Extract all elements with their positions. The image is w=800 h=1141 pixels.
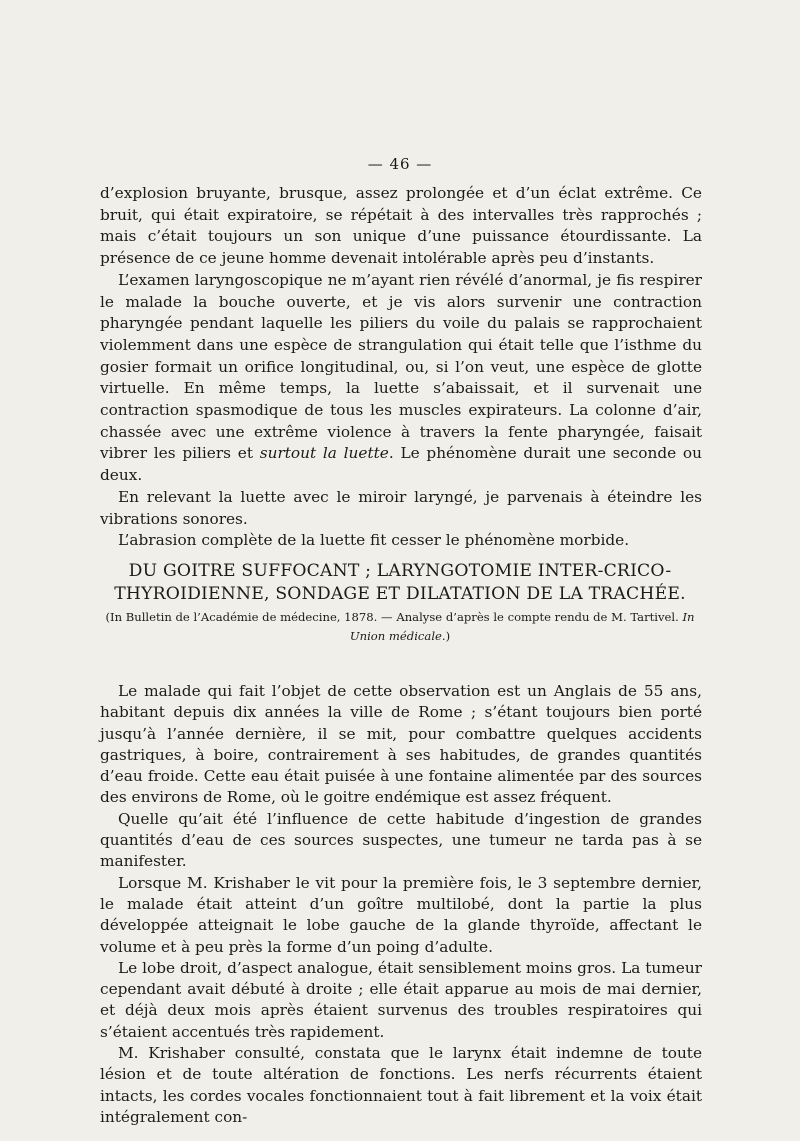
reference-text: (In Bulletin de l’Académie de médecine, 1878. — Analyse d’après le compte rendu de M. Tartivel. — [105, 610, 683, 624]
paragraph-2 — [100, 270, 702, 487]
paragraph-6: Quelle qu’ait été l’influence de cette habitude d’ingestion de grandes quantités d’eau de ces sources suspectes, une tumeur ne tarda pas à se manifester. — [100, 809, 702, 871]
paragraph-9: M. Krishaber consulté, constata que le larynx était indemne de toute lésion et de toute altération de fonctions. Les nerfs récurrents étaient intacts, les cordes vocales fonctionnaient tout à fait librement et la voix était intégralement con- — [100, 1044, 702, 1126]
page-number: — 46 — — [367, 155, 433, 173]
body-text-top — [100, 183, 702, 552]
reference-close: ) — [445, 629, 451, 643]
paragraph-5: Le malade qui fait l’objet de cette observation est un Anglais de 55 ans, habitant depuis dix années la ville de Rome ; s’étant toujours bien porté jusqu’à l’année dernière, il se mit, pour combattre quelques accidents gastriques, à boire, contrairement à ses habitudes, de grandes quantités d’eau froide. Cette eau était puisée à une fontaine alimentée par des sources des environs de Rome, où le goitre endémique est assez fréquent. — [100, 682, 702, 807]
paragraph-7: Lorsque M. Krishaber le vit pour la première fois, le 3 septembre dernier, le malade était atteint d’un goître multilobé, dont la partie la plus développée atteignait le lobe gauche de la glande thyroïde, affectant le volume et à peu près la forme d’un poing d’adulte. — [100, 873, 702, 956]
section-header — [96, 560, 704, 646]
paragraph-2-text: L’examen laryngoscopique ne m’ayant rien révélé d’anormal, je fis respirer le malade la bouche ouverte, et je vis alors survenir une contraction pharyngée pendant laquelle les piliers du voile du palais se rapprochaient violemment dans une espèce de strangulation qui était telle que l’isthme du gosier formait un orifice longitudinal, ou, si l’on veut, une espèce de glotte virtuelle. En même temps, la luette s’abaissait, et il survenait une contraction spasmodique de tous les muscles expirateurs. La colonne d’air, chassée avec une extrême violence à travers la fente pharyngée, faisait vibrer les piliers et — [100, 270, 702, 463]
paragraph-2-italic: surtout la luette — [259, 444, 389, 463]
paragraph-8: Le lobe droit, d’aspect analogue, était sensiblement moins gros. La tumeur cependant avait débuté à droite ; elle était apparue au mois de mai dernier, et déjà deux mois après étaient survenus des troubles respiratoires qui s’étaient accentués très rapidement. — [100, 958, 702, 1041]
section-reference — [96, 608, 704, 646]
paragraph-2-end: . Le phénomène durait une seconde ou deux. — [100, 444, 702, 485]
paragraph-1: d’explosion bruyante, brusque, assez prolongée et d’un éclat extrême. Ce bruit, qui était expiratoire, se répétait à des intervalles très rapprochés ; mais c’était toujours un son unique d’une puissance étourdissante. La présence de ce jeune homme devenait intolérable après peu d’instants. — [100, 184, 702, 268]
reference-italic: In Union médicale. — [349, 610, 695, 643]
paragraph-4: L’abrasion complète de la luette fit cesser le phénomène morbide. — [118, 531, 630, 550]
paragraph-3: En relevant la luette avec le miroir laryngé, je parvenais à éteindre les vibrations sonores. — [100, 487, 702, 528]
body-text-bottom — [100, 681, 702, 1128]
section-title: DU GOITRE SUFFOCANT ; LARYNGOTOMIE INTER-CRICO-THYROIDIENNE, SONDAGE ET DILATATION DE LA TRACHÉE. — [114, 561, 686, 604]
